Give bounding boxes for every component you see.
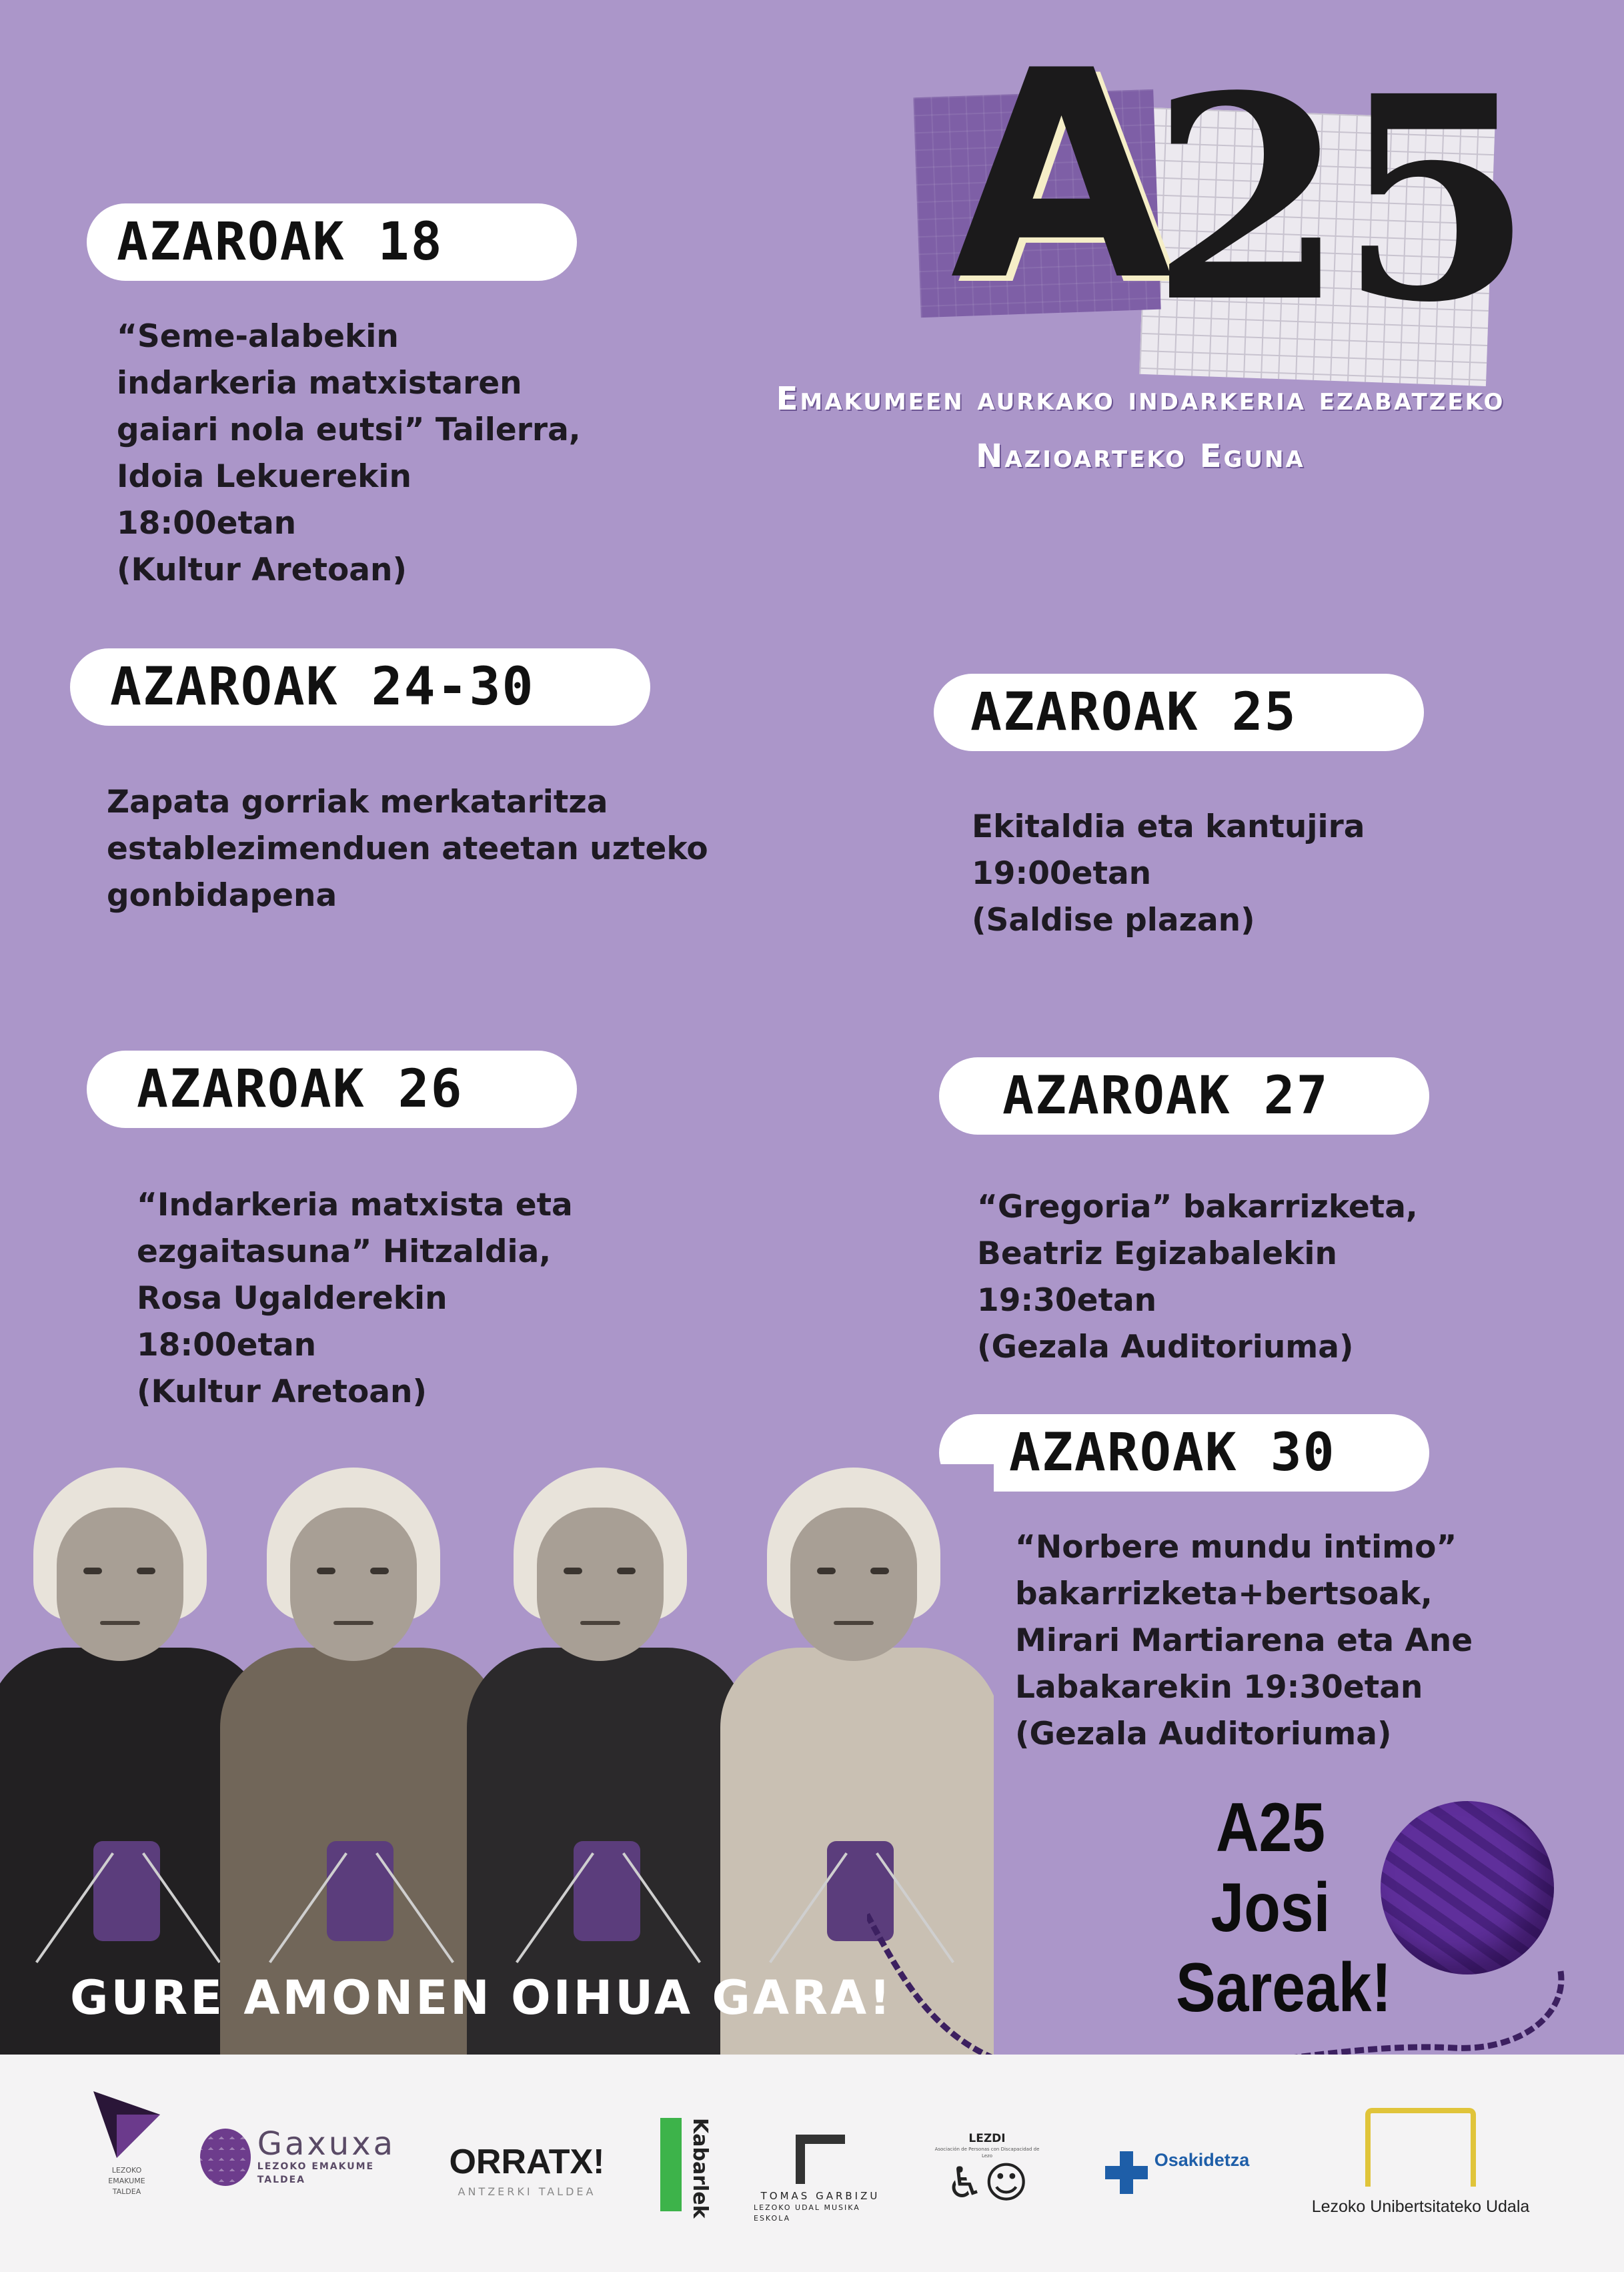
sponsor-kabarlek <box>660 2118 734 2219</box>
date-label: AZAROAK 18 <box>117 212 444 272</box>
lezoko-label: LEZOKO EMAKUME TALDEA <box>108 2166 145 2196</box>
date-pill-30 <box>939 1414 1429 1492</box>
campaign-title <box>1176 1788 1392 2028</box>
campaign-line-1: A25 <box>1215 1789 1326 1866</box>
sponsor-gaxuxa <box>200 2125 407 2187</box>
event-description: “Seme-alabekin indarkeria matxistaren gaiari nola eutsi” Tailerra, Idoia Lekuerekin 18:00etan (Kultur Aretoan) <box>117 318 581 588</box>
subtitle-line-2: Nazioarteko Eguna <box>976 438 1305 475</box>
event-description: “Indarkeria matxista eta ezgaitasuna” Hitzaldia, Rosa Ugalderekin 18:00etan (Kultur Aretoan) <box>137 1187 573 1410</box>
date-label: AZAROAK 25 <box>970 682 1297 742</box>
logo-letter-a: A <box>950 10 1166 344</box>
lezdi-name: LEZDI <box>968 2132 1006 2145</box>
k-text: Kabarlek <box>688 2118 712 2219</box>
orratx-name: ORRATX! <box>449 2143 605 2181</box>
date-pill-24-30 <box>70 648 650 726</box>
lezdi-sub: Asociación de Personas con Discapacidad de Lezo <box>934 2147 1040 2159</box>
event-description: Ekitaldia eta kantujira 19:00etan (Saldise plazan) <box>972 808 1365 939</box>
tomas-name: TOMAS GARBIZU <box>760 2190 880 2202</box>
people-icon: ♿☺ <box>945 2159 1029 2208</box>
sponsor-lezoko-emakume <box>73 2088 180 2197</box>
tomas-sub: LEZOKO UDAL MUSIKA ESKOLA <box>754 2203 860 2223</box>
date-label: AZAROAK 30 <box>1009 1423 1336 1483</box>
woman-figure <box>220 1468 500 2055</box>
gaxuxa-name: Gaxuxa <box>257 2125 396 2163</box>
k-logo-icon <box>660 2118 682 2211</box>
sponsor-udala <box>1294 2108 1547 2215</box>
date-pill-27 <box>939 1057 1429 1135</box>
date-pill-26 <box>87 1051 577 1128</box>
event-description: Zapata gorriak merkataritza establezimenduen ateetan uzteko gonbidapena <box>107 784 708 914</box>
sponsor-orratx <box>447 2145 607 2199</box>
osakidetza-cross-icon <box>1105 2151 1148 2194</box>
campaign-line-3: Sareak! <box>1176 1949 1392 2027</box>
music-school-icon <box>796 2135 845 2184</box>
sponsor-tomas-garbizu <box>754 2135 887 2224</box>
date-pill-18 <box>87 203 577 281</box>
lezoko-logo-icon <box>90 2088 163 2161</box>
logo-number-25: 25 <box>1150 35 1527 364</box>
yarn-ball-icon <box>1381 1801 1554 1974</box>
date-label: AZAROAK 26 <box>137 1059 464 1119</box>
a25-logo <box>917 10 1527 364</box>
gaxuxa-sub: LEZOKO EMAKUME TALDEA <box>257 2161 375 2185</box>
udala-name: Lezoko Unibertsitateko Udala <box>1311 2197 1530 2216</box>
event-description: “Gregoria” bakarrizketa, Beatriz Egizabalekin 19:30etan (Gezala Auditoriuma) <box>977 1189 1418 1365</box>
osakidetza-name: Osakidetza <box>1154 2150 1250 2170</box>
udala-logo-icon <box>1365 2108 1476 2187</box>
date-label: AZAROAK 24-30 <box>110 657 535 717</box>
sponsor-lezdi <box>934 2131 1040 2208</box>
date-label: AZAROAK 27 <box>1002 1066 1329 1126</box>
orratx-sub: ANTZERKI TALDEA <box>458 2185 596 2198</box>
woman-figure <box>467 1468 747 2055</box>
knitting-women-photo <box>0 1464 994 2055</box>
slogan: GURE AMONEN OIHUA GARA! <box>70 1970 894 2025</box>
poster-subtitle <box>700 370 1581 485</box>
subtitle-line-1: Emakumeen aurkako indarkeria ezabatzeko <box>776 380 1505 418</box>
date-pill-25 <box>934 674 1424 751</box>
event-description: “Norbere mundu intimo” bakarrizketa+bertsoak, Mirari Martiarena eta Ane Labakarekin 19:30etan (Gezala Auditoriuma) <box>1015 1529 1473 1752</box>
gaxuxa-logo-icon <box>200 2129 251 2186</box>
campaign-line-2: Josi <box>1210 1869 1331 1946</box>
sponsor-osakidetza <box>1100 2151 1254 2194</box>
